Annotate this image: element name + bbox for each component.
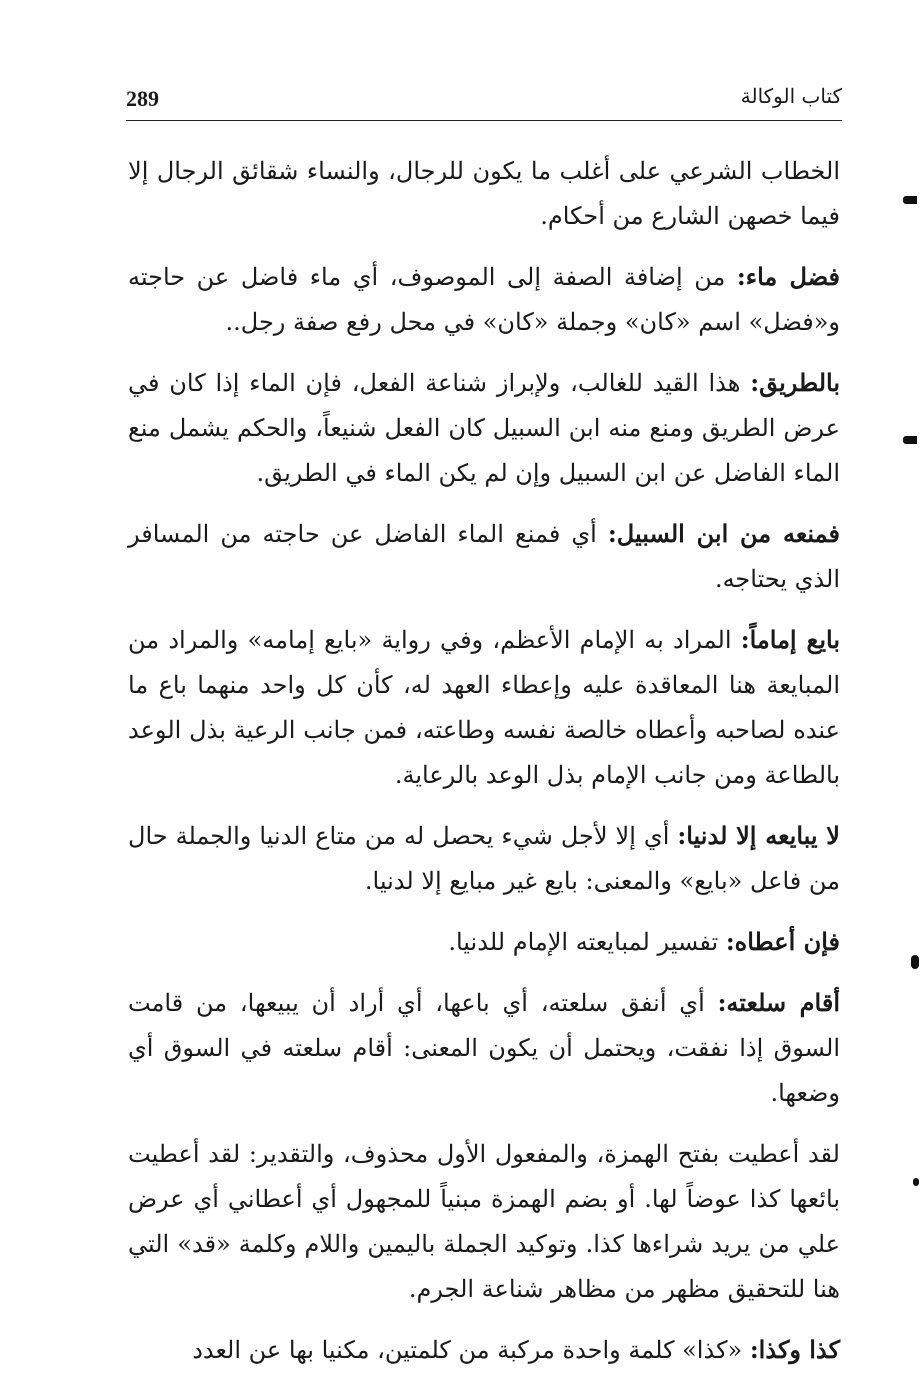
paragraph xyxy=(128,617,840,798)
page-body xyxy=(128,148,840,1388)
paragraph xyxy=(128,980,840,1116)
paragraph-text: الخطاب الشرعي على أغلب ما يكون للرجال، والنساء شقائق الرجال إلا فيما خصهن الشارع من أحكام. xyxy=(128,157,840,230)
paragraph xyxy=(128,919,840,965)
paragraph xyxy=(128,360,840,496)
paragraph-heading: لا يبايعه إلا لدنيا: xyxy=(677,821,840,850)
header-rule xyxy=(126,120,842,121)
paragraph-heading: فإن أعطاه: xyxy=(725,927,840,956)
paragraph-text: أي أنفق سلعته، أي باعها، أي أراد أن يبيعها، من قامت السوق إذا نفقت، ويحتمل أن يكون المعنى: أقام سلعته في السوق أي وضعها. xyxy=(128,989,840,1107)
paragraph-text: أي إلا لأجل شيء يحصل له من متاع الدنيا والجملة حال من فاعل «بايع» والمعنى: بايع غير مبايع إلا لدنيا. xyxy=(128,822,840,895)
paragraph-text: المراد به الإمام الأعظم، وفي رواية «بايع إمامه» والمراد من المبايعة هنا المعاقدة عليه وإعطاء العهد له، كأن كل واحد منهما باع ما عنده لصاحبه وأعطاه خالصة نفسه وطاعته، فمن جانب الرعية بذل الوعد بالطاعة ومن جانب الإمام بذل الوعد بالرعاية. xyxy=(128,626,840,789)
scan-margin-mark xyxy=(903,196,917,204)
paragraph xyxy=(128,511,840,602)
paragraph xyxy=(128,1131,840,1312)
paragraph-heading: فضل ماء: xyxy=(736,262,840,291)
paragraph-text: أي فمنع الماء الفاضل عن حاجته من المسافر الذي يحتاجه. xyxy=(128,520,840,593)
page-number: 289 xyxy=(126,86,159,111)
paragraph xyxy=(128,148,840,239)
paragraph-heading: أقام سلعته: xyxy=(717,988,840,1017)
running-title: كتاب الوكالة xyxy=(740,84,842,108)
paragraph-heading: بالطريق: xyxy=(750,368,840,397)
paragraph-text: من إضافة الصفة إلى الموصوف، أي ماء فاضل عن حاجته و«فضل» اسم «كان» وجملة «كان» في محل رفع صفة رجل.. xyxy=(128,263,840,336)
scan-margin-mark xyxy=(903,436,917,444)
scan-margin-mark xyxy=(913,1178,919,1186)
paragraph-text: تفسير لمبايعته الإمام للدنيا. xyxy=(448,928,726,956)
paragraph-heading: فمنعه من ابن السبيل: xyxy=(607,519,840,548)
paragraph-text: «كذا» كلمة واحدة مركبة من كلمتين، مكنيا بها عن العدد xyxy=(192,1336,750,1364)
paragraph xyxy=(128,1327,840,1373)
paragraph xyxy=(128,813,840,904)
page-header xyxy=(126,80,842,120)
paragraph-text: هذا القيد للغالب، ولإبراز شناعة الفعل، فإن الماء إذا كان في عرض الطريق ومنع منه ابن السبيل كان الفعل شنيعاً، والحكم يشمل منع الماء الفاضل عن ابن السبيل وإن لم يكن الماء في الطريق. xyxy=(128,369,840,487)
paragraph-heading: بايع إماماً: xyxy=(740,625,840,654)
paragraph-heading: كذا وكذا: xyxy=(749,1335,840,1364)
paragraph xyxy=(128,254,840,345)
scan-margin-mark xyxy=(911,955,919,969)
paragraph-text: لقد أعطيت بفتح الهمزة، والمفعول الأول محذوف، والتقدير: لقد أعطيت بائعها كذا عوضاً لها. أو بضم الهمزة مبنياً للمجهول أي أعطاني أي عرض علي من يريد شراءها كذا. وتوكيد الجملة باليمين واللام وكلمة «قد» التي هنا للتحقيق مظهر من مظاهر شناعة الجرم. xyxy=(128,1140,841,1303)
